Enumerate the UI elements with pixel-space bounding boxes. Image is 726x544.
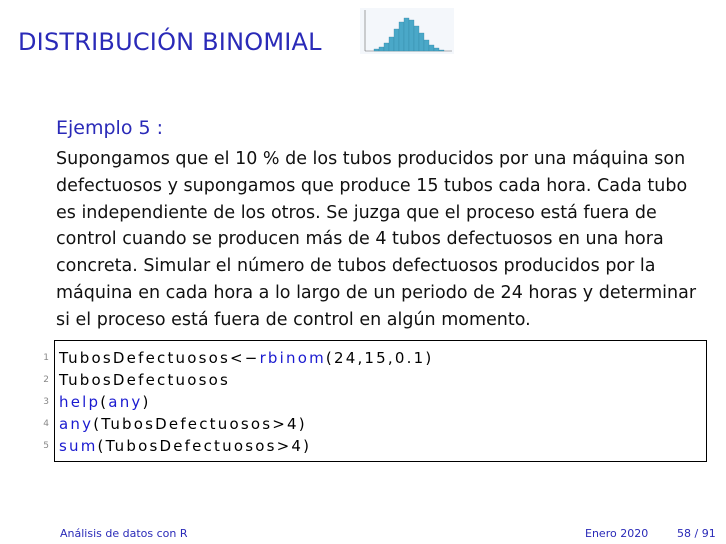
code-line [43,347,434,369]
code-keyword: sum [59,437,98,455]
code-text: ( [100,393,109,411]
footer-page-number: 58 / 91 [677,527,716,540]
line-number: 1 [43,353,49,363]
footer-course: Análisis de datos con R [60,527,188,540]
histogram-thumbnail [360,8,454,54]
footer-date: Enero 2020 [585,527,649,540]
code-line [43,369,231,391]
example-body: Supongamos que el 10 % de los tubos producidos por una máquina son defectuosos y supongamos que produce 15 tubos cada hora. Cada tubo es independiente de los otros. Se juzga que el proceso está fuera de control cuando se producen más de 4 tubos defectuosos en una hora concreta. Simular el número de tubos defectuosos producidos por la máquina en cada hora a lo largo de un periodo de 24 horas y determinar si el proceso está fuera de control en algún momento. [56,149,697,330]
slide-title: DISTRIBUCIÓN BINOMIAL [18,28,322,56]
line-number: 3 [43,397,49,407]
code-line [43,435,312,457]
example-title: Ejemplo 5 : [56,117,164,139]
code-text: TubosDefectuosos [59,371,231,389]
code-keyword: rbinom [259,349,326,367]
line-number: 5 [43,441,49,451]
code-text: TubosDefectuosos<− [59,349,260,367]
code-text: ) [142,393,151,411]
code-keyword: help [59,393,101,411]
code-keyword: any [108,393,143,411]
code-line [43,391,151,413]
code-text: (TubosDefectuosos>4) [93,415,307,433]
line-number: 4 [43,419,49,429]
code-text: (TubosDefectuosos>4) [97,437,312,455]
line-number: 2 [43,375,49,385]
code-line [43,413,307,435]
example-block [56,116,706,334]
code-keyword: any [59,415,94,433]
code-listing [43,340,707,462]
code-text: (24,15,0.1) [325,349,434,367]
